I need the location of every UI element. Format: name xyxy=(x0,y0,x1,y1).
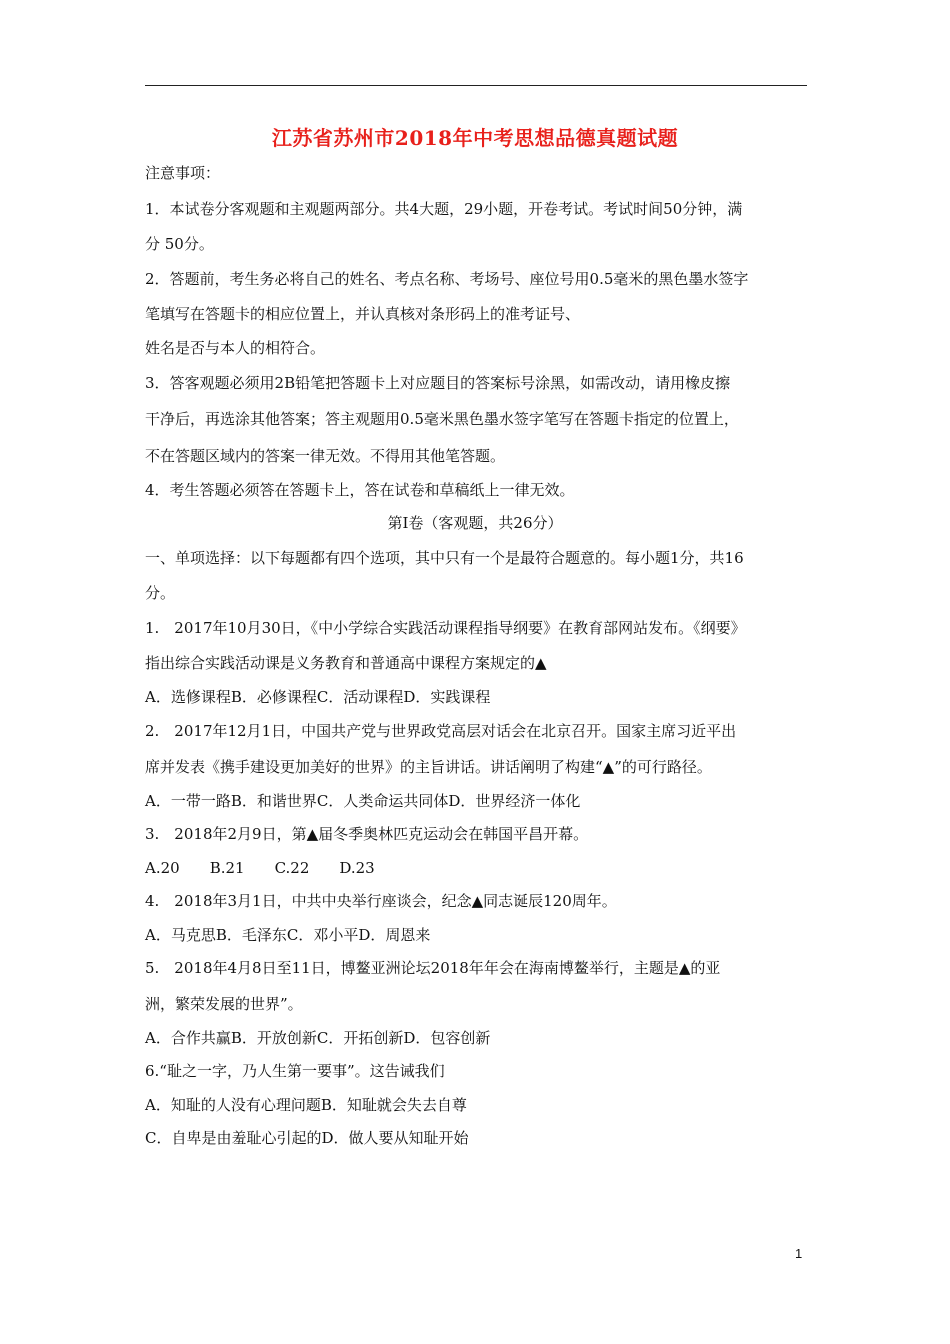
question-2-line-1: 2. 2017年12月1日，中国共产党与世界政党高层对话会在北京召开。国家主席习近平出 xyxy=(145,722,737,740)
note-1-line-1: 1．本试卷分客观题和主观题两部分。共4大题，29小题，开卷考试。考试时间50分钟，满 xyxy=(145,200,743,218)
section-title: 第Ⅰ卷（客观题，共26分） xyxy=(387,514,563,532)
question-4-options: A．马克思B．毛泽东C．邓小平D．周恩来 xyxy=(145,926,431,944)
note-3-line-2: 干净后，再选涂其他答案；答主观题用0.5毫米黑色墨水签字笔写在答题卡指定的位置上， xyxy=(145,410,739,428)
note-3-line-3: 不在答题区域内的答案一律无效。不得用其他笔答题。 xyxy=(145,447,506,465)
question-3: 3. 2018年2月9日，第▲届冬季奥林匹克运动会在韩国平昌开幕。 xyxy=(145,825,589,843)
question-1-line-1: 1. 2017年10月30日，《中小学综合实践活动课程指导纲要》在教育部网站发布。《纲要》 xyxy=(145,619,746,637)
page-title: 江苏省苏州市2018年中考思想品德真题试题 xyxy=(271,126,679,150)
question-6-options-cd: C．自卑是由羞耻心引起的D．做人要从知耻开始 xyxy=(145,1129,469,1147)
header-rule xyxy=(145,85,807,86)
note-2-line-1: 2．答题前，考生务必将自己的姓名、考点名称、考场号、座位号用0.5毫米的黑色墨水签字 xyxy=(145,270,749,288)
section-instructions-line-1: 一、单项选择：以下每题都有四个选项，其中只有一个是最符合题意的。每小题1分，共16 xyxy=(145,549,744,567)
note-1-line-2: 分 50分。 xyxy=(145,235,214,253)
question-5-line-2: 洲，繁荣发展的世界”。 xyxy=(145,995,303,1013)
notes-heading: 注意事项： xyxy=(145,164,221,182)
note-4: 4．考生答题必须答在答题卡上，答在试卷和草稿纸上一律无效。 xyxy=(145,481,575,499)
question-1-line-2: 指出综合实践活动课是义务教育和普通高中课程方案规定的▲ xyxy=(145,654,547,672)
question-1-options: A．选修课程B．必修课程C．活动课程D．实践课程 xyxy=(145,688,491,706)
note-2-line-3: 姓名是否与本人的相符合。 xyxy=(145,339,326,357)
question-2-line-2: 席并发表《携手建设更加美好的世界》的主旨讲话。讲话阐明了构建“▲”的可行路径。 xyxy=(145,758,712,776)
question-5-line-1: 5. 2018年4月8日至11日，博鳌亚洲论坛2018年年会在海南博鳌举行，主题是▲的亚 xyxy=(145,959,721,977)
question-6-options-ab: A．知耻的人没有心理问题B．知耻就会失去自尊 xyxy=(145,1096,467,1114)
note-3-line-1: 3．答客观题必须用2B铅笔把答题卡上对应题目的答案标号涂黑，如需改动，请用橡皮擦 xyxy=(145,374,731,392)
page-number: 1 xyxy=(795,1246,803,1261)
question-4: 4. 2018年3月1日，中共中央举行座谈会，纪念▲同志诞辰120周年。 xyxy=(145,892,617,910)
question-3-options: A.20 B.21 C.22 D.23 xyxy=(145,859,375,877)
question-6: 6.“耻之一字，乃人生第一要事”。这告诫我们 xyxy=(145,1062,445,1080)
question-5-options: A．合作共赢B．开放创新C．开拓创新D．包容创新 xyxy=(145,1029,491,1047)
section-instructions-line-2: 分。 xyxy=(145,584,176,602)
note-2-line-2: 笔填写在答题卡的相应位置上，并认真核对条形码上的准考证号、 xyxy=(145,305,581,323)
question-2-options: A．一带一路B．和谐世界C．人类命运共同体D．世界经济一体化 xyxy=(145,792,581,810)
